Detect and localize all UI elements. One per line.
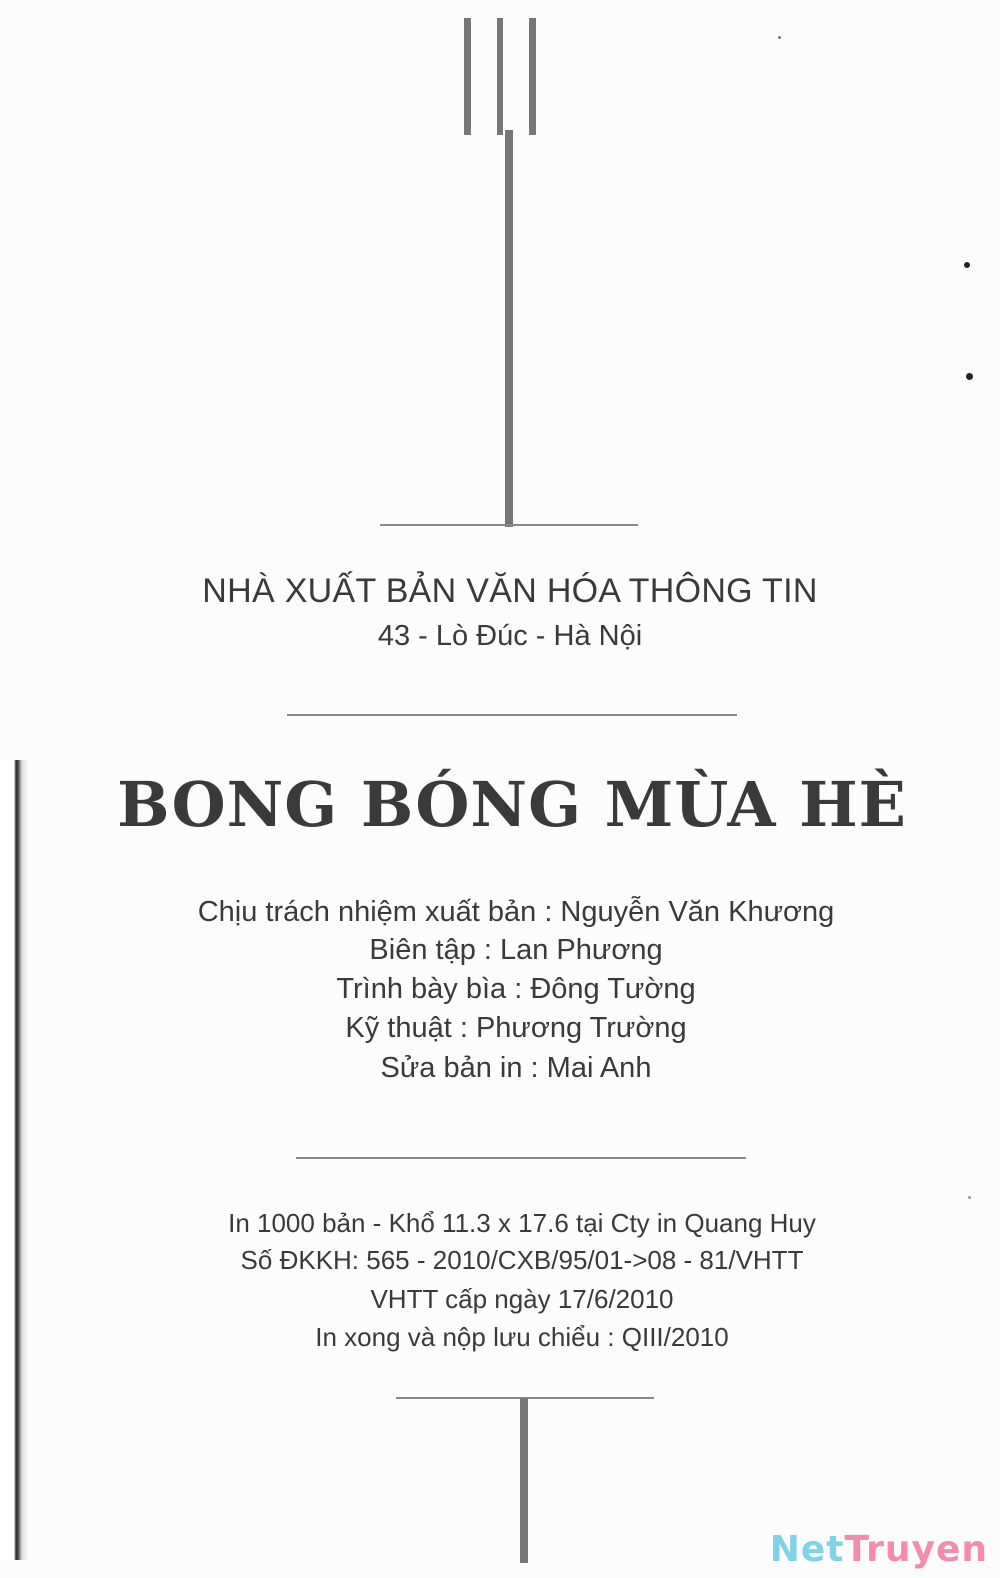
- divider-1: [287, 714, 737, 716]
- credit-line: Chịu trách nhiệm xuất bản : Nguyễn Văn Khương: [197, 896, 835, 928]
- watermark-part-2: Truyen: [844, 1529, 988, 1570]
- top-ornament-stem: [505, 130, 513, 527]
- scan-speck: [968, 1196, 971, 1199]
- top-ornament-line-3: [529, 18, 536, 135]
- scan-binding-edge: [0, 760, 28, 1560]
- watermark-part-1: Net: [769, 1529, 845, 1570]
- divider-2: [296, 1157, 746, 1159]
- scan-speck: [966, 373, 973, 380]
- print-info-line: In xong và nộp lưu chiểu : QIII/2010: [315, 1322, 729, 1352]
- credit-line: Sửa bản in : Mai Anh: [380, 1052, 652, 1084]
- credit-line: Trình bày bìa : Đông Tường: [336, 973, 696, 1005]
- publisher-address: 43 - Lò Đúc - Hà Nội: [377, 620, 643, 652]
- bottom-ornament-stem: [520, 1398, 528, 1563]
- scan-speck: [964, 262, 970, 268]
- credit-line: Kỹ thuật : Phương Trường: [345, 1012, 687, 1044]
- site-watermark-logo: [770, 1529, 988, 1570]
- scan-speck: [778, 36, 781, 39]
- print-info-line: Số ĐKKH: 565 - 2010/CXB/95/01->08 - 81/VHTT: [240, 1245, 804, 1275]
- credit-line: Biên tập : Lan Phương: [369, 934, 663, 966]
- print-info-line: VHTT cấp ngày 17/6/2010: [370, 1284, 674, 1314]
- print-info-line: In 1000 bản - Khổ 11.3 x 17.6 tại Cty in Quang Huy: [228, 1208, 816, 1238]
- top-ornament-base: [380, 524, 638, 526]
- book-title: BONG BÓNG MÙA HÈ: [117, 768, 907, 841]
- top-ornament-line-2: [497, 18, 503, 135]
- publisher-name: NHÀ XUẤT BẢN VĂN HÓA THÔNG TIN: [202, 572, 818, 610]
- top-ornament-line-1: [464, 18, 471, 135]
